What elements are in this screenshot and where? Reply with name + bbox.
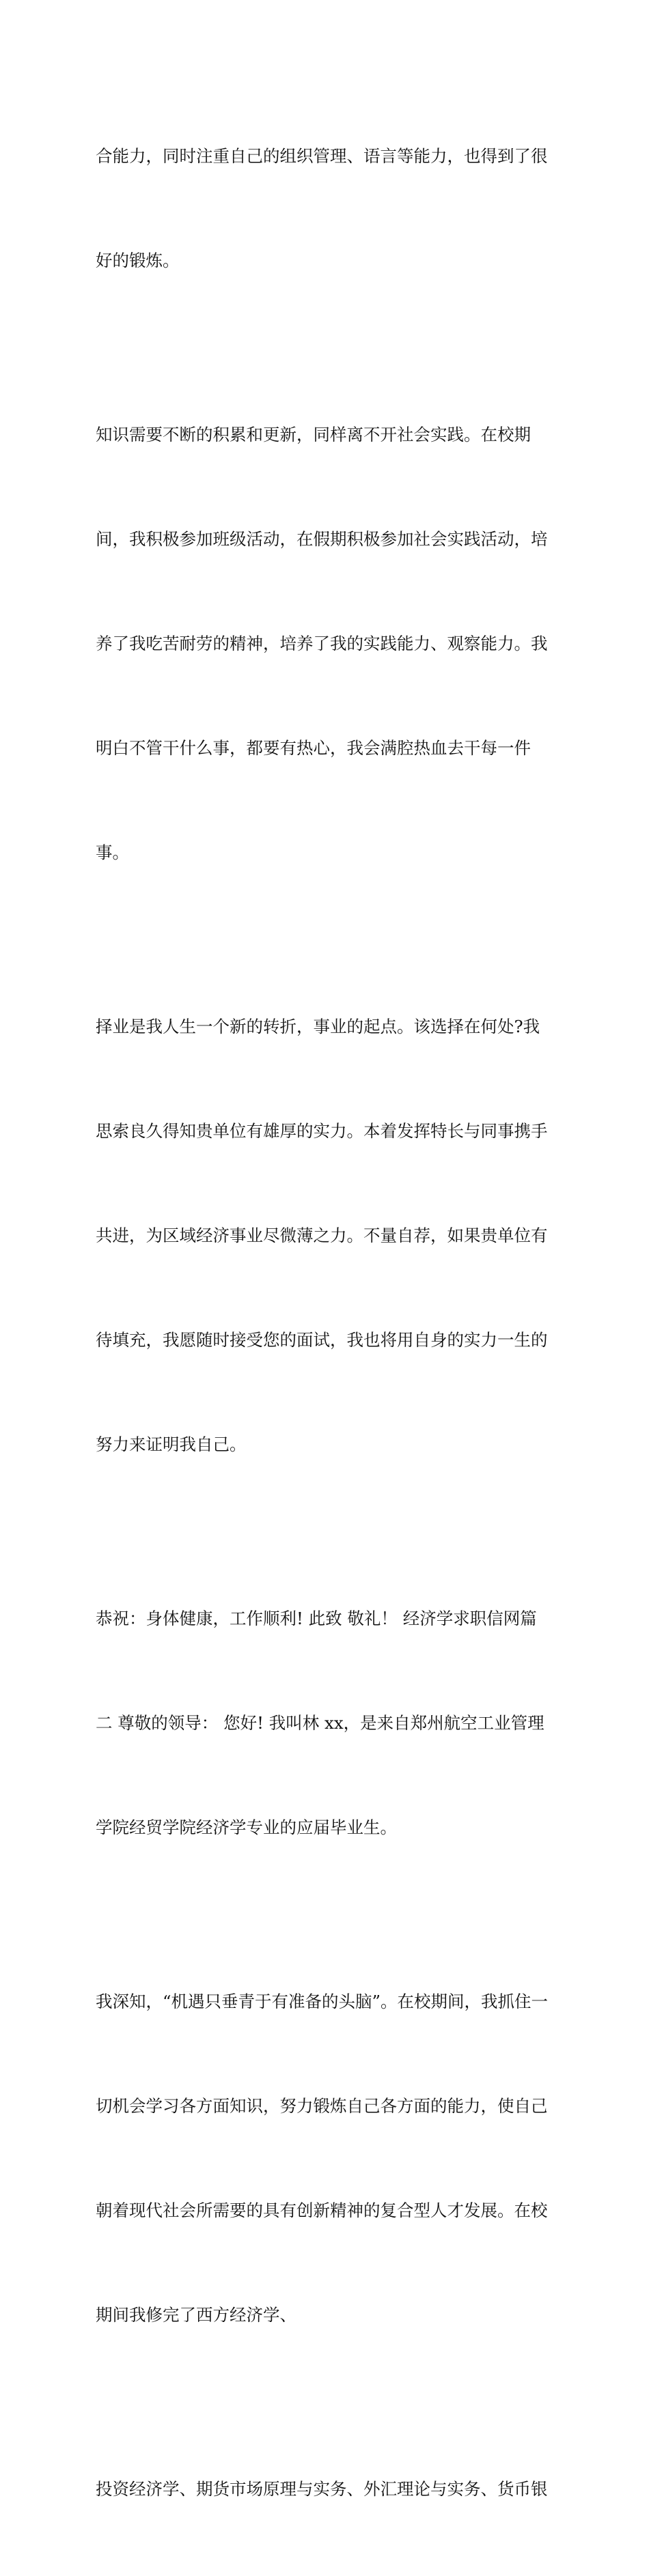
text-line: 投资经济学、期货市场原理与实务、外汇理论与实务、货币银 xyxy=(96,2479,548,2499)
paragraph-career-choice xyxy=(96,939,560,1531)
text-line: 切机会学习各方面知识，努力锻炼自己各方面的能力，使自己 xyxy=(96,2096,548,2116)
text-line: 待填充，我愿随时接受您的面试，我也将用自身的实力一生的 xyxy=(96,1330,548,1350)
text-line: 合能力，同时注重自己的组织管理、语言等能力，也得到了很 xyxy=(96,146,548,166)
text-line: 二 尊敬的领导： 您好! 我叫林 xx，是来自郑州航空工业管理 xyxy=(96,1713,544,1733)
text-line: 好的锻炼。 xyxy=(96,251,180,270)
text-line: 思索良久得知贵单位有雄厚的实力。本着发挥特长与同事携手 xyxy=(96,1121,548,1141)
text-line: 我深知，“机遇只垂青于有准备的头脑”。在校期间，我抓住一 xyxy=(96,1992,549,2011)
paragraph-opportunity xyxy=(96,1914,560,2402)
text-line: 知识需要不断的积累和更新，同样离不开社会实践。在校期 xyxy=(96,425,531,444)
text-line: 共进，为区域经济事业尽微薄之力。不量自荐，如果贵单位有 xyxy=(96,1226,548,1245)
text-line: 朝着现代社会所需要的具有创新精神的复合型人才发展。在校 xyxy=(96,2200,548,2220)
text-line: 恭祝：身体健康，工作顺利! 此致 敬礼！ 经济学求职信网篇 xyxy=(96,1609,537,1628)
text-line: 明白不管干什么事，都要有热心，我会满腔热血去干每一件 xyxy=(96,738,531,758)
paragraph-courses xyxy=(96,2402,560,2576)
text-line: 间，我积极参加班级活动，在假期积极参加社会实践活动，培 xyxy=(96,529,548,549)
document-body xyxy=(96,69,560,2576)
paragraph-abilities xyxy=(96,69,560,348)
paragraph-practice xyxy=(96,348,560,939)
paragraph-closing-and-letter-two xyxy=(96,1531,560,1914)
text-line: 努力来证明我自己。 xyxy=(96,1434,247,1454)
text-line: 学院经贸学院经济学专业的应届毕业生。 xyxy=(96,1817,397,1837)
text-line: 事。 xyxy=(96,843,129,862)
text-line: 期间我修完了西方经济学、 xyxy=(96,2305,296,2325)
text-line: 择业是我人生一个新的转折，事业的起点。该选择在何处?我 xyxy=(96,1017,540,1036)
text-line: 养了我吃苦耐劳的精神，培养了我的实践能力、观察能力。我 xyxy=(96,634,548,653)
